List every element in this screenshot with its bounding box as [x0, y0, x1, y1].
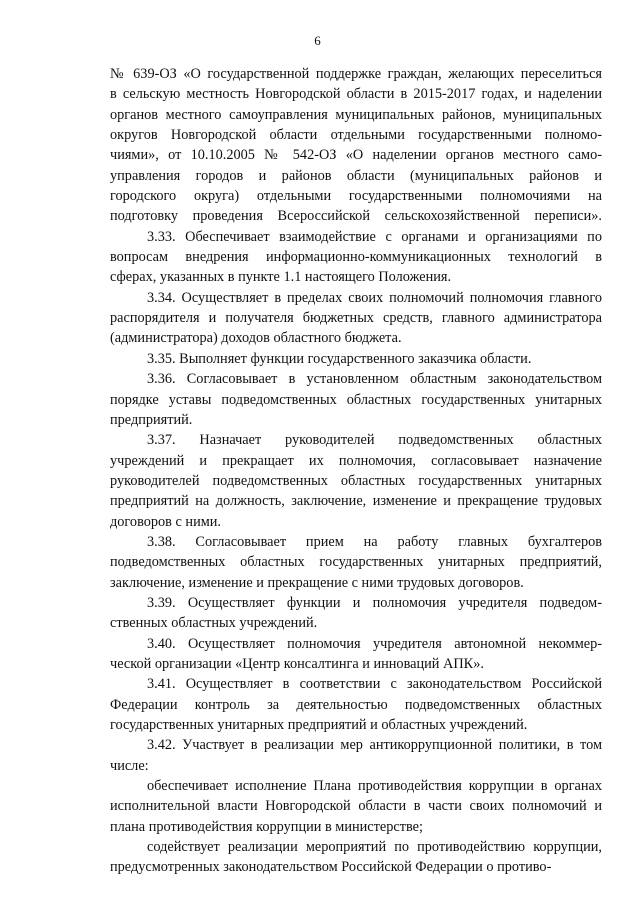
text-line: обеспечивает исполнение Плана противодействия коррупции в органах: [147, 778, 602, 795]
text-line: городского округа) отдельными государственными полномочиями на: [110, 188, 602, 205]
text-line: предприятий на должность, заключение, изменение и прекращение трудовых: [110, 493, 602, 510]
text-line: государственных унитарных предприятий и областных учреждений.: [110, 717, 528, 733]
text-line: заключение, изменение и прекращение с ними трудовых договоров.: [110, 574, 524, 591]
paragraph-p3-35: [110, 349, 602, 369]
paragraph-p3-42-b: [110, 837, 602, 878]
page-number: 6: [314, 33, 321, 48]
text-line: № 639-ОЗ «О государственной поддержке граждан, желающих переселиться: [110, 66, 602, 82]
text-line: 3.37. Назначает руководителей подведомственных областных: [147, 432, 602, 449]
text-line: учреждений и прекращает их полномочия, согласовывает назначение: [110, 452, 602, 469]
text-line: округов Новгородской области отдельными государственными полномо-: [110, 127, 602, 144]
paragraph-intro: [110, 64, 602, 227]
paragraph-p3-38: [110, 532, 602, 593]
paragraph-p3-39: [110, 593, 602, 634]
text-line: подведомственных областных государственных унитарных предприятий,: [110, 554, 602, 571]
text-line: предприятий.: [110, 411, 193, 428]
text-line: ственных областных учреждений.: [110, 615, 318, 632]
text-line: (администратора) доходов областного бюджета.: [110, 330, 402, 347]
text-line: Федерации контроль за деятельностью подведомственных областных: [110, 696, 602, 713]
text-line: чиями», от 10.10.2005 № 542-ОЗ «О наделении органов местного само-: [110, 147, 602, 164]
text-line: подготовку проведения Всероссийской сельскохозяйственной переписи».: [110, 208, 602, 225]
paragraph-p3-36: [110, 369, 602, 430]
text-line: 3.39. Осуществляет функции и полномочия учредителя подведом-: [147, 594, 602, 611]
text-line: числе:: [110, 757, 149, 774]
text-line: содействует реализации мероприятий по противодействию коррупции,: [147, 839, 602, 856]
text-line: распорядителя и получателя бюджетных средств, главного администратора: [110, 310, 602, 327]
text-line: 3.36. Согласовывает в установленном областным законодательством: [147, 371, 602, 388]
paragraph-p3-37: [110, 430, 602, 532]
text-line: 3.34. Осуществляет в пределах своих полномочий полномочия главного: [147, 289, 602, 306]
text-line: 3.38. Согласовывает прием на работу главных бухгалтеров: [147, 533, 602, 550]
text-line: руководителей подведомственных областных государственных унитарных: [110, 472, 602, 489]
text-line: 3.41. Осуществляет в соответствии с законодательством Российской: [147, 676, 602, 693]
paragraph-p3-42-a: [110, 776, 602, 837]
text-line: 3.42. Участвует в реализации мер антикоррупционной политики, в том: [147, 737, 602, 754]
text-line: договоров с ними.: [110, 513, 221, 530]
paragraph-p3-34: [110, 288, 602, 349]
text-line: предусмотренных законодательством Российской Федерации о противо-: [110, 859, 552, 876]
text-line: вопросам внедрения информационно-коммуникационных технологий в: [110, 249, 602, 266]
paragraph-p3-42: [110, 735, 602, 776]
text-line: 3.40. Осуществляет полномочия учредителя автономной некоммер-: [147, 635, 602, 652]
text-line: исполнительной власти Новгородской области в части своих полномочий и: [110, 798, 602, 815]
text-line: органов местного самоуправления муниципальных районов, муниципальных: [110, 106, 602, 123]
paragraph-p3-40: [110, 634, 602, 675]
text-line: 3.33. Обеспечивает взаимодействие с органами и организациями по: [147, 228, 602, 245]
text-line: 3.35. Выполняет функции государственного заказчика области.: [147, 350, 532, 367]
text-line: ческой организации «Центр консалтинга и инноваций АПК».: [110, 655, 484, 672]
text-line: в сельскую местность Новгородской области в 2015-2017 годах, и наделении: [110, 86, 602, 103]
document-body: [110, 64, 602, 878]
text-line: плана противодействия коррупции в министерстве;: [110, 818, 423, 835]
paragraph-p3-41: [110, 674, 602, 735]
text-line: порядке уставы подведомственных областных государственных унитарных: [110, 391, 602, 408]
paragraph-p3-33: [110, 227, 602, 288]
text-line: управления городов и районов области (муниципальных районов и: [110, 167, 602, 184]
text-line: сферах, указанных в пункте 1.1 настоящего Положения.: [110, 269, 452, 286]
